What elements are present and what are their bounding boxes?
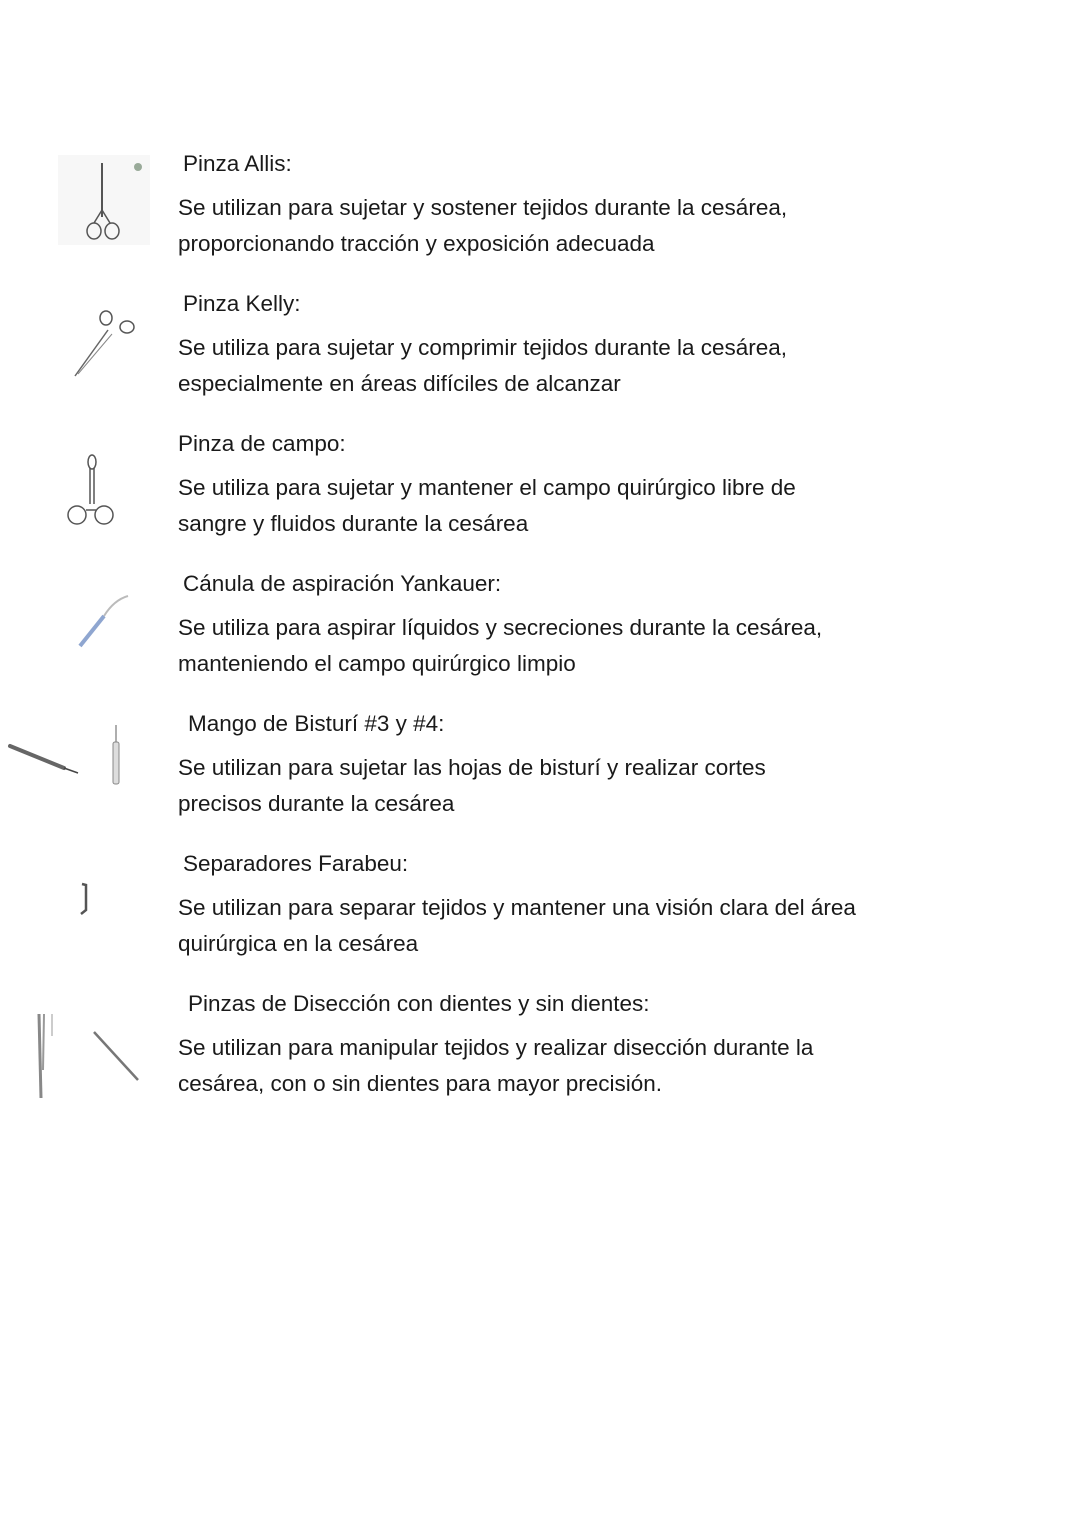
instrument-yankauer <box>0 570 1080 710</box>
description-line: Se utilizan para sujetar y sostener tejidos durante la cesárea, <box>178 195 788 220</box>
instrument-description <box>178 330 938 401</box>
instrument-title: Pinza Kelly: <box>183 291 301 316</box>
instrument-description <box>178 610 938 681</box>
description-line: precisos durante la cesárea <box>178 790 455 816</box>
instrument-title: Pinza Allis: <box>183 151 292 176</box>
description-line: cesárea, con o sin dientes para mayor precisión. <box>178 1070 663 1096</box>
instrument-dissection-forceps <box>0 990 1080 1130</box>
description-line: Se utilizan para sujetar las hojas de bisturí y realizar cortes <box>178 755 766 780</box>
yankauer-suction-icon <box>74 590 134 652</box>
instrument-title: Separadores Farabeu: <box>183 851 409 876</box>
farabeuf-retractor-icon <box>76 880 96 920</box>
description-line: Se utiliza para aspirar líquidos y secreciones durante la cesárea, <box>178 615 823 640</box>
description-line: quirúrgica en la cesárea <box>178 930 419 956</box>
kelly-forceps-icon <box>70 308 140 380</box>
instrument-description <box>178 470 938 541</box>
instrument-description <box>178 190 938 261</box>
instrument-description <box>178 750 938 821</box>
description-line: Se utiliza para sujetar y comprimir tejidos durante la cesárea, <box>178 335 788 360</box>
instrument-scalpel-handle <box>0 710 1080 850</box>
instrument-towel-clamp <box>0 430 1080 570</box>
dissection-forceps-icon <box>30 1010 145 1102</box>
instrument-title: Mango de Bisturí #3 y #4: <box>188 711 445 736</box>
instrument-title: Pinzas de Disección con dientes y sin dientes: <box>188 991 650 1016</box>
instrument-farabeuf <box>0 850 1080 990</box>
description-line: Se utilizan para manipular tejidos y realizar disección durante la <box>178 1035 814 1060</box>
instrument-description <box>178 1030 938 1101</box>
description-line: especialmente en áreas difíciles de alcanzar <box>178 370 621 396</box>
description-line: proporcionando tracción y exposición adecuada <box>178 230 655 256</box>
instrument-allis <box>0 150 1080 290</box>
instrument-description <box>178 890 938 961</box>
scalpel-handle-icon <box>6 722 126 800</box>
description-line: sangre y fluidos durante la cesárea <box>178 510 529 536</box>
allis-forceps-icon <box>58 155 150 245</box>
description-line: manteniendo el campo quirúrgico limpio <box>178 650 576 676</box>
towel-clamp-icon <box>60 452 120 530</box>
instrument-kelly <box>0 290 1080 430</box>
instrument-title: Pinza de campo: <box>178 431 346 456</box>
description-line: Se utiliza para sujetar y mantener el campo quirúrgico libre de <box>178 475 796 500</box>
description-line: Se utilizan para separar tejidos y mantener una visión clara del área <box>178 895 856 920</box>
instrument-title: Cánula de aspiración Yankauer: <box>183 571 502 596</box>
